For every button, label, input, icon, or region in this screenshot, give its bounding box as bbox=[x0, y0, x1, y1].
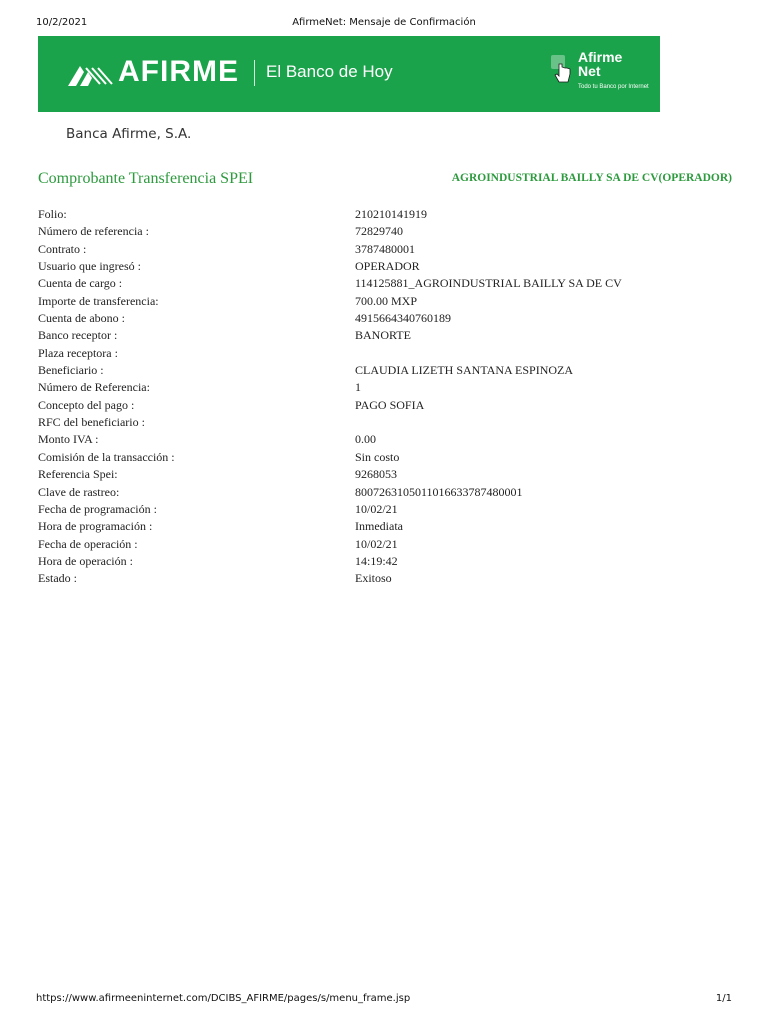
brand-name: AFIRME bbox=[118, 55, 239, 88]
detail-value: 10/02/21 bbox=[355, 536, 398, 551]
detail-value: 8007263105011016633787480001 bbox=[355, 484, 523, 499]
detail-row bbox=[38, 241, 738, 258]
detail-label: Banco receptor : bbox=[38, 328, 118, 343]
page-url: https://www.afirmeeninternet.com/DCIBS_AFIRME/pages/s/menu_frame.jsp bbox=[36, 993, 411, 1004]
detail-label: Beneficiario : bbox=[38, 363, 104, 378]
print-date: 10/2/2021 bbox=[36, 17, 88, 28]
detail-label: Folio: bbox=[38, 207, 67, 221]
detail-row bbox=[38, 553, 738, 570]
detail-value: Sin costo bbox=[355, 449, 400, 464]
detail-label: RFC del beneficiario : bbox=[38, 415, 145, 430]
page-number: 1/1 bbox=[715, 993, 732, 1004]
detail-row bbox=[38, 362, 738, 379]
detail-value: 114125881_AGROINDUSTRIAL BAILLY SA DE CV bbox=[355, 276, 622, 291]
detail-row bbox=[38, 275, 738, 292]
detail-row bbox=[38, 536, 738, 553]
document-title: Comprobante Transferencia SPEI bbox=[38, 170, 254, 187]
detail-label: Número de Referencia: bbox=[38, 380, 150, 395]
print-footer bbox=[0, 993, 768, 1007]
detail-row bbox=[38, 327, 738, 344]
afirme-net-name-line1: Afirme bbox=[578, 49, 623, 65]
detail-row bbox=[38, 206, 738, 223]
detail-label: Hora de operación : bbox=[38, 553, 133, 568]
detail-value: 700.00 MXP bbox=[355, 293, 418, 308]
detail-row bbox=[38, 484, 738, 501]
detail-value: PAGO SOFIA bbox=[355, 397, 425, 412]
afirme-logo-icon bbox=[66, 58, 114, 88]
detail-row bbox=[38, 518, 738, 535]
transfer-details bbox=[38, 206, 738, 588]
detail-row bbox=[38, 449, 738, 466]
brand-divider bbox=[254, 60, 255, 86]
afirme-net-name bbox=[578, 50, 622, 78]
detail-label: Clave de rastreo: bbox=[38, 484, 120, 499]
print-page-title: AfirmeNet: Mensaje de Confirmación bbox=[292, 17, 476, 28]
detail-value: 9268053 bbox=[355, 467, 397, 482]
detail-value: 3787480001 bbox=[355, 241, 415, 256]
detail-value: BANORTE bbox=[355, 328, 411, 343]
detail-value: 4915664340760189 bbox=[355, 311, 451, 326]
detail-row bbox=[38, 379, 738, 396]
detail-value: CLAUDIA LIZETH SANTANA ESPINOZA bbox=[355, 363, 574, 378]
detail-value: OPERADOR bbox=[355, 259, 420, 274]
detail-label: Referencia Spei: bbox=[38, 467, 118, 482]
bank-name: Banca Afirme, S.A. bbox=[66, 126, 192, 142]
detail-value: Inmediata bbox=[355, 519, 403, 534]
detail-label: Plaza receptora : bbox=[38, 345, 118, 360]
detail-label: Usuario que ingresó : bbox=[38, 259, 141, 274]
detail-row bbox=[38, 345, 738, 362]
detail-label: Cuenta de cargo : bbox=[38, 276, 123, 291]
detail-label: Estado : bbox=[38, 571, 77, 586]
detail-label: Número de referencia : bbox=[38, 224, 149, 239]
detail-row bbox=[38, 258, 738, 275]
detail-row bbox=[38, 431, 738, 448]
detail-label: Concepto del pago : bbox=[38, 397, 135, 412]
detail-value: 0.00 bbox=[355, 432, 376, 447]
detail-value: 1 bbox=[355, 380, 361, 395]
detail-value: 14:19:42 bbox=[355, 553, 398, 568]
detail-row bbox=[38, 501, 738, 518]
detail-label: Comisión de la transacción : bbox=[38, 449, 175, 464]
detail-value: 210210141919 bbox=[355, 207, 427, 221]
detail-row bbox=[38, 466, 738, 483]
detail-row bbox=[38, 293, 738, 310]
detail-row bbox=[38, 414, 738, 431]
brand-tagline: El Banco de Hoy bbox=[266, 62, 393, 81]
afirme-banner bbox=[38, 36, 660, 112]
detail-row bbox=[38, 310, 738, 327]
detail-value: 10/02/21 bbox=[355, 501, 398, 516]
detail-label: Hora de programación : bbox=[38, 519, 153, 534]
detail-label: Contrato : bbox=[38, 241, 87, 256]
detail-row bbox=[38, 570, 738, 587]
detail-row bbox=[38, 223, 738, 240]
detail-value: Exitoso bbox=[355, 571, 392, 586]
company-name: AGROINDUSTRIAL BAILLY SA DE CV(OPERADOR) bbox=[451, 172, 732, 184]
detail-row bbox=[38, 397, 738, 414]
detail-value: 72829740 bbox=[355, 224, 403, 239]
pointer-hand-icon bbox=[550, 54, 574, 84]
afirme-net-subtitle: Todo tu Banco por Internet bbox=[578, 84, 649, 90]
detail-label: Fecha de operación : bbox=[38, 536, 138, 551]
detail-label: Fecha de programación : bbox=[38, 501, 157, 516]
detail-label: Importe de transferencia: bbox=[38, 293, 159, 308]
print-header bbox=[0, 17, 768, 31]
afirme-net-name-line2: Net bbox=[578, 63, 601, 79]
detail-label: Monto IVA : bbox=[38, 432, 99, 447]
detail-label: Cuenta de abono : bbox=[38, 311, 125, 326]
